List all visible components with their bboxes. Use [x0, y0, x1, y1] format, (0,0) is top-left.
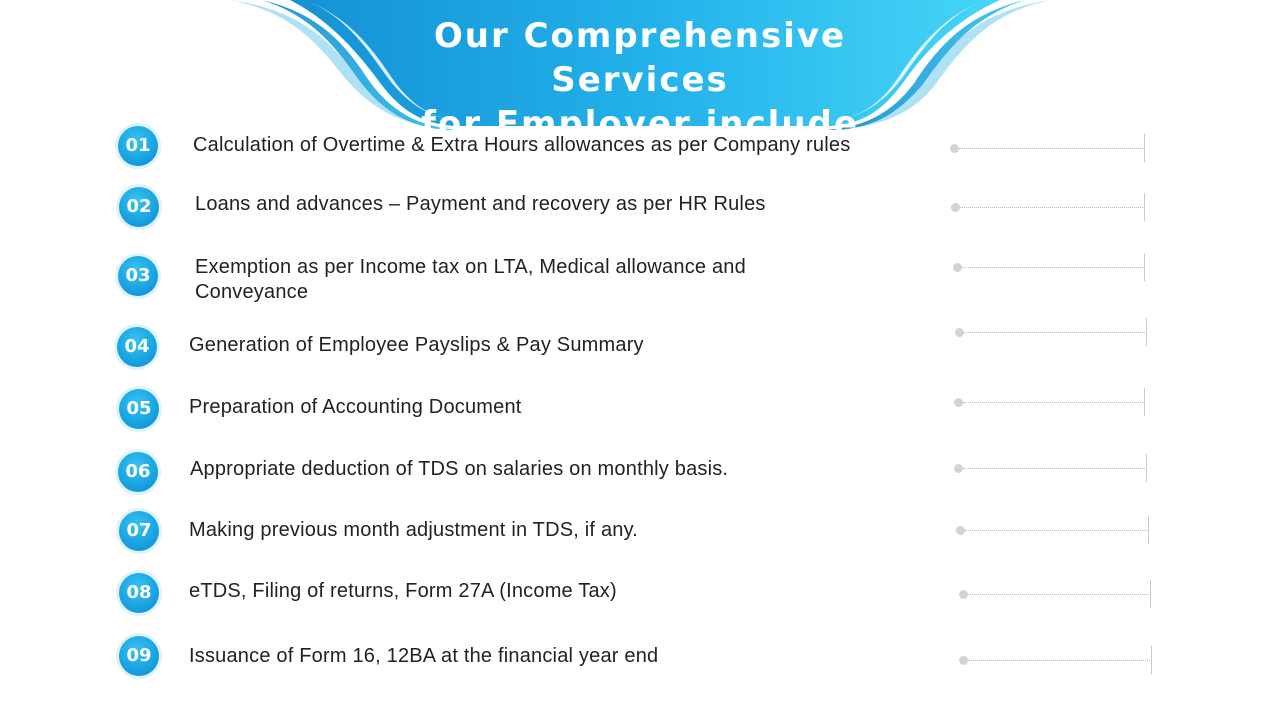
list-item-03	[0, 250, 1280, 310]
connector-tick	[1144, 253, 1145, 281]
dotted-line	[963, 468, 1145, 469]
service-text: Issuance of Form 16, 12BA at the financial year end	[189, 645, 659, 667]
connector-tick	[1151, 646, 1152, 674]
number-badge: 05	[119, 389, 159, 429]
number-badge: 07	[119, 511, 159, 551]
connector-tick	[1148, 516, 1149, 544]
list-item-02	[0, 180, 1280, 240]
number-badge: 04	[117, 327, 157, 367]
number-badge: 06	[118, 452, 158, 492]
connector-line	[953, 255, 1145, 279]
list-item-08	[0, 568, 1280, 628]
service-text: Calculation of Overtime & Extra Hours allowances as per Company rules	[193, 134, 851, 156]
number-badge: 01	[118, 126, 158, 166]
connector-line	[959, 582, 1151, 606]
connector-dot	[954, 464, 963, 473]
connector-line	[954, 456, 1147, 480]
number-badge: 09	[119, 636, 159, 676]
connector-line	[950, 136, 1145, 160]
list-item-01	[0, 120, 1280, 180]
list-item-09	[0, 630, 1280, 690]
dotted-line	[968, 660, 1150, 661]
service-text: Loans and advances – Payment and recovery as per HR Rules	[195, 193, 766, 215]
connector-dot	[955, 328, 964, 337]
connector-tick	[1144, 134, 1145, 162]
dotted-line	[964, 332, 1145, 333]
title-line-2: for Employer include	[421, 104, 859, 144]
connector-dot	[953, 263, 962, 272]
service-text: Exemption as per Income tax on LTA, Medical allowance and Conveyance	[195, 256, 746, 303]
connector-dot	[950, 144, 959, 153]
connector-line	[956, 518, 1149, 542]
dotted-line	[968, 594, 1149, 595]
connector-tick	[1146, 454, 1147, 482]
title-line-1: Our Comprehensive Services	[433, 16, 847, 100]
dotted-line	[962, 267, 1143, 268]
service-text: Generation of Employee Payslips & Pay Summary	[189, 334, 644, 356]
connector-dot	[954, 398, 963, 407]
connector-dot	[951, 203, 960, 212]
connector-tick	[1144, 193, 1145, 221]
connector-line	[959, 648, 1152, 672]
number-badge: 03	[118, 256, 158, 296]
connector-dot	[959, 656, 968, 665]
list-item-07	[0, 506, 1280, 566]
connector-line	[951, 195, 1145, 219]
list-item-05	[0, 382, 1280, 442]
service-text: Appropriate deduction of TDS on salaries on monthly basis.	[190, 458, 729, 480]
service-text: Making previous month adjustment in TDS, if any.	[189, 519, 639, 541]
connector-line	[954, 390, 1145, 414]
number-badge: 02	[119, 187, 159, 227]
service-text: Preparation of Accounting Document	[189, 396, 522, 418]
connector-dot	[956, 526, 965, 535]
list-item-04	[0, 320, 1280, 380]
number-badge: 08	[119, 573, 159, 613]
connector-dot	[959, 590, 968, 599]
dotted-line	[959, 148, 1143, 149]
dotted-line	[963, 402, 1143, 403]
dotted-line	[965, 530, 1147, 531]
service-text: eTDS, Filing of returns, Form 27A (Income Tax)	[189, 580, 617, 602]
connector-tick	[1144, 388, 1145, 416]
list-item-06	[0, 444, 1280, 504]
connector-tick	[1146, 318, 1147, 346]
dotted-line	[960, 207, 1143, 208]
connector-line	[955, 320, 1147, 344]
connector-tick	[1150, 580, 1151, 608]
